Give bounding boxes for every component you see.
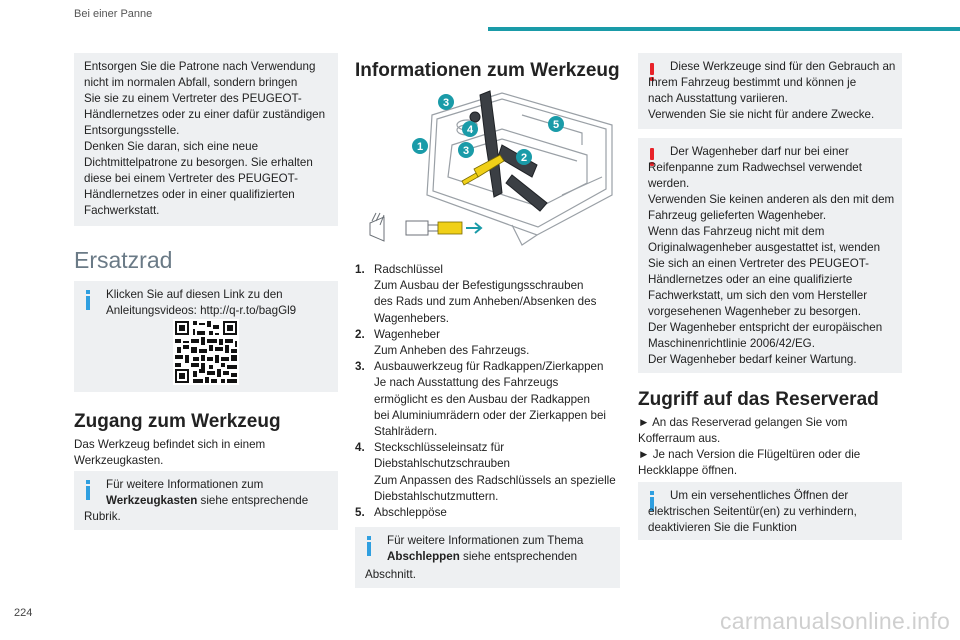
info-box-line2: siehe entsprechenden bbox=[459, 550, 578, 563]
callout-1: 1 bbox=[416, 141, 424, 153]
werkzeugkasten-link[interactable]: Werkzeugkasten bbox=[106, 494, 198, 507]
watermark: carmanualsonline.info bbox=[720, 608, 951, 634]
step-2: ► Je nach Version die Flügeltüren oder die Heckklappe öffnen. bbox=[638, 448, 861, 477]
info-icon bbox=[86, 290, 90, 310]
header-accent-bar bbox=[488, 27, 960, 31]
info-box-line2: siehe entsprechende bbox=[197, 494, 309, 507]
disposal-note-box bbox=[74, 53, 338, 226]
list-item: 1. Radschlüssel Zum Ausbau der Befestigungsschrauben des Rads und zum Anheben/Absenken des Wagenhebers. bbox=[355, 263, 597, 325]
info-box-line1: Für weitere Informationen zum Thema bbox=[387, 534, 584, 547]
callout-3-top: 3 bbox=[442, 97, 450, 109]
info-icon bbox=[367, 536, 371, 556]
section-heading-zugriff: Zugriff auf das Reserverad bbox=[638, 389, 879, 410]
callout-2: 2 bbox=[520, 152, 528, 164]
qr-code-icon[interactable] bbox=[173, 319, 239, 385]
tool-kit-illustration bbox=[362, 85, 620, 250]
list-item: 5. Abschleppöse bbox=[355, 506, 447, 520]
list-item: 3. Ausbauwerkzeug für Radkappen/Zierkappen Je nach Ausstattung des Fahrzeugs ermöglicht es den Ausbau der Radkappen bei Aluminiumrädern oder der Zierkappen bei Stahlrädern. bbox=[355, 360, 607, 439]
arrow-right-icon: ► bbox=[638, 448, 650, 461]
abschleppen-link[interactable]: Abschleppen bbox=[387, 550, 460, 563]
page-number: 224 bbox=[14, 607, 33, 619]
abschleppen-info-box bbox=[355, 527, 620, 588]
warning-tools-text: Diese Werkzeuge sind für den Gebrauch an Ihrem Fahrzeug bestimmt und können je nach Ausstattung variieren. Verwenden Sie sie nicht für andere Zwecke. bbox=[648, 60, 896, 121]
section-heading-ersatzrad: Ersatzrad bbox=[74, 247, 173, 273]
info-box-line3: Abschnitt. bbox=[365, 568, 416, 581]
info-box-line1: Für weitere Informationen zum bbox=[106, 478, 264, 491]
arrow-right-icon: ► bbox=[638, 416, 650, 429]
werkzeugkasten-info-box bbox=[74, 471, 338, 530]
info-box-line3: Rubrik. bbox=[84, 510, 121, 523]
warning-box-tools bbox=[638, 53, 902, 129]
list-item: 2. Wagenheber Zum Anheben des Fahrzeugs. bbox=[355, 327, 530, 358]
callout-5: 5 bbox=[552, 119, 560, 131]
video-link-box bbox=[74, 281, 338, 392]
section-heading-informationen: Informationen zum Werkzeug bbox=[355, 60, 620, 81]
zugang-text: Das Werkzeug befindet sich in einem Werkzeugkasten. bbox=[74, 438, 266, 467]
warning-jack-text: Der Wagenheber darf nur bei einer Reifenpanne zum Radwechsel verwendet werden. Verwenden Sie keinen anderen als den mit dem Fahrzeug gelieferten Wagenheber. Wenn das Fahrzeug nicht mit dem Originalwagenheber ausgestattet ist, wenden Sie sich an einen Vertreter des PEUGEOT- Händlernetzes oder an eine qualifizierte Fachwerkstatt, um sich den vom Hersteller vorgesehenen Wagenheber zu besorgen. Der Wagenheber entspricht der europäischen Maschinenrichtlinie 2006/42/EG. Der Wagenheber bedarf keiner Wartung. bbox=[648, 145, 895, 366]
step-1: ► An das Reserverad gelangen Sie vom Kofferraum aus. bbox=[638, 416, 848, 445]
tool-list bbox=[355, 262, 620, 521]
page-header-title: Bei einer Panne bbox=[74, 8, 153, 20]
side-door-info-text: Um ein versehentliches Öffnen der elektrischen Seitentür(en) zu verhindern, deaktivieren Sie die Funktion bbox=[648, 489, 857, 534]
side-door-info-box bbox=[638, 482, 902, 540]
info-icon bbox=[86, 480, 90, 500]
disposal-note-text: Entsorgen Sie die Patrone nach Verwendung nicht im normalen Abfall, sondern bringen Sie sie zu einem Vertreter des PEUGEOT- Händlernetzes oder zu einer dafür zuständigen Entsorgungsstelle. Denken Sie daran, sich eine neue Dichtmittelpatrone zu besorgen. Sie erhalten diese bei einem Vertreter des PEUGEOT- Händlernetzes oder in einer qualifizierten Fachwerkstatt. bbox=[84, 60, 326, 217]
video-link-text[interactable]: Klicken Sie auf diesen Link zu den Anleitungsvideos: http://q-r.to/bagGl9 bbox=[106, 288, 297, 317]
callout-3: 3 bbox=[462, 145, 470, 157]
warning-box-jack bbox=[638, 138, 902, 373]
callout-4: 4 bbox=[466, 124, 474, 136]
section-heading-zugang: Zugang zum Werkzeug bbox=[74, 411, 281, 432]
list-item: 4. Steckschlüsseleinsatz für Diebstahlschutzschrauben Zum Anpassen des Radschlüssels an spezielle Diebstahlschutzmuttern. bbox=[355, 441, 616, 503]
